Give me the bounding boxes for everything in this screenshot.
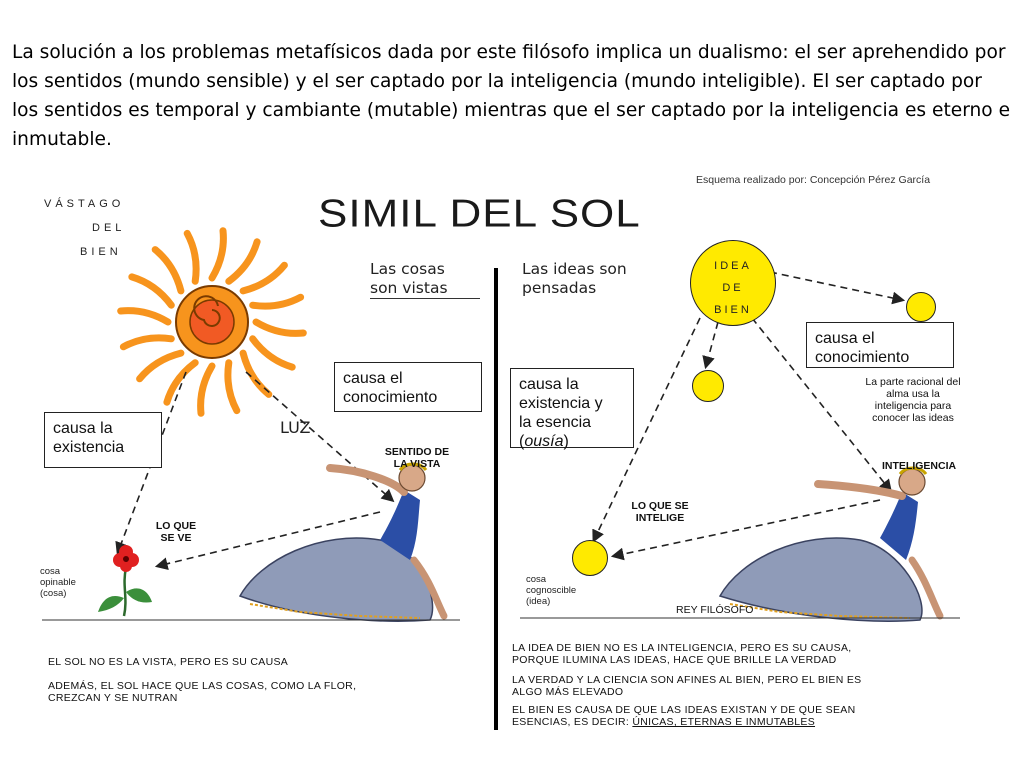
idea-de-bien-circle: IDEA DE BIEN [690,240,776,326]
right-caption-3: EL BIEN ES CAUSA DE QUE LAS IDEAS EXISTAN Y DE QUE SEAN ESENCIAS, ES DECIR: ÚNICAS, ETERNAS E INMUTABLES [512,704,856,728]
cosa-cognoscible-label: cosa cognoscible (idea) [526,574,577,607]
left-heading-underline [370,298,480,299]
sun-ray [253,339,293,367]
flower-icon [98,545,152,616]
left-caption-1: EL SOL NO ES LA VISTA, PERO ES SU CAUSA [48,656,289,668]
right-caption-2: LA VERDAD Y LA CIENCIA SON AFINES AL BIEN, PERO EL BIEN ES ALGO MÁS ELEVADO [512,674,862,698]
sun-ray [155,250,181,291]
sun-ray [201,366,212,413]
sun-ray [121,311,168,322]
sun-ray [167,363,195,403]
left-heading: Las cosas son vistas [370,260,448,297]
idea-circle-top-right [906,292,936,322]
parte-racional-note: La parte racional del alma usa la inteligencia para conocer las ideas [865,376,961,424]
idea-circle-cognoscible [572,540,608,576]
inteligencia-label: INTELIGENCIA [882,460,957,472]
credit-line: Esquema realizado por: Concepción Pérez García [696,174,931,186]
left-caption-2: ADEMÁS, EL SOL HACE QUE LAS COSAS, COMO LA FLOR, CREZCAN Y SE NUTRAN [48,680,357,704]
box-causa-existencia-right: causa la existencia y la esencia (ousía) [510,368,634,448]
central-divider [494,268,498,730]
box-causa-conocimiento-right: causa el conocimiento [806,322,954,368]
sentido-vista-label: SENTIDO DE LA VISTA [384,446,450,470]
sun-ray [229,242,257,281]
vastago-line-2: DEL [92,222,126,234]
idea-circle-small [692,370,724,402]
cosa-opinable-label: cosa opinable (cosa) [40,566,76,599]
vastago-line-3: BIEN [80,246,122,258]
right-caption-1: LA IDEA DE BIEN NO ES LA INTELIGENCIA, PERO ES SU CAUSA, PORQUE ILUMINA LAS IDEAS, HACE QUE BRILLE LA VERDAD [512,642,852,666]
rey-filosofo-label: REY FILÓSOFO [676,604,754,616]
sun-ray [228,363,237,411]
unicas-eternas-inmutables: ÚNICAS, ETERNAS E INMUTABLES [632,716,816,728]
lo-que-se-intelige-label: LO QUE SE INTELIGE [631,500,689,524]
intro-paragraph: La solución a los problemas metafísicos dada por este filósofo implica un dualismo: el ser aprehendido por los sentidos (mundo sensible) y el ser captado por la inteligencia (mundo inteligible). El ser captado por los sentidos es temporal y cambiante (mutable) mientras que el ser captado por la inteligencia es eterno e inmutable. [12,42,1011,150]
sun-ray [123,338,171,347]
luz-label: LUZ [280,418,311,437]
sun-icon [121,231,304,414]
sun-ray [256,322,303,333]
sun-ray [140,353,181,379]
sun-ray [243,265,284,291]
box-causa-existencia-left: causa la existencia [44,412,162,468]
ousia-term: ousía [524,433,564,450]
sun-ray [253,297,301,306]
vastago-line-1: VÁSTAGO [44,198,125,210]
lo-que-se-ve-label: LO QUE SE VE [155,520,197,544]
box-causa-conocimiento-left: causa el conocimiento [334,362,482,412]
reclining-figure-right-icon [720,468,940,621]
diagram-title: SIMIL DEL SOL [318,192,641,236]
reclining-figure-left-icon [240,464,444,621]
sun-ray [132,277,172,305]
sun-ray [212,231,223,278]
arrow-idea-to-circle [770,272,902,300]
right-heading: Las ideas son pensadas [522,260,627,297]
arrow-idea-to-small-circle [706,322,718,366]
sun-ray [187,233,196,281]
